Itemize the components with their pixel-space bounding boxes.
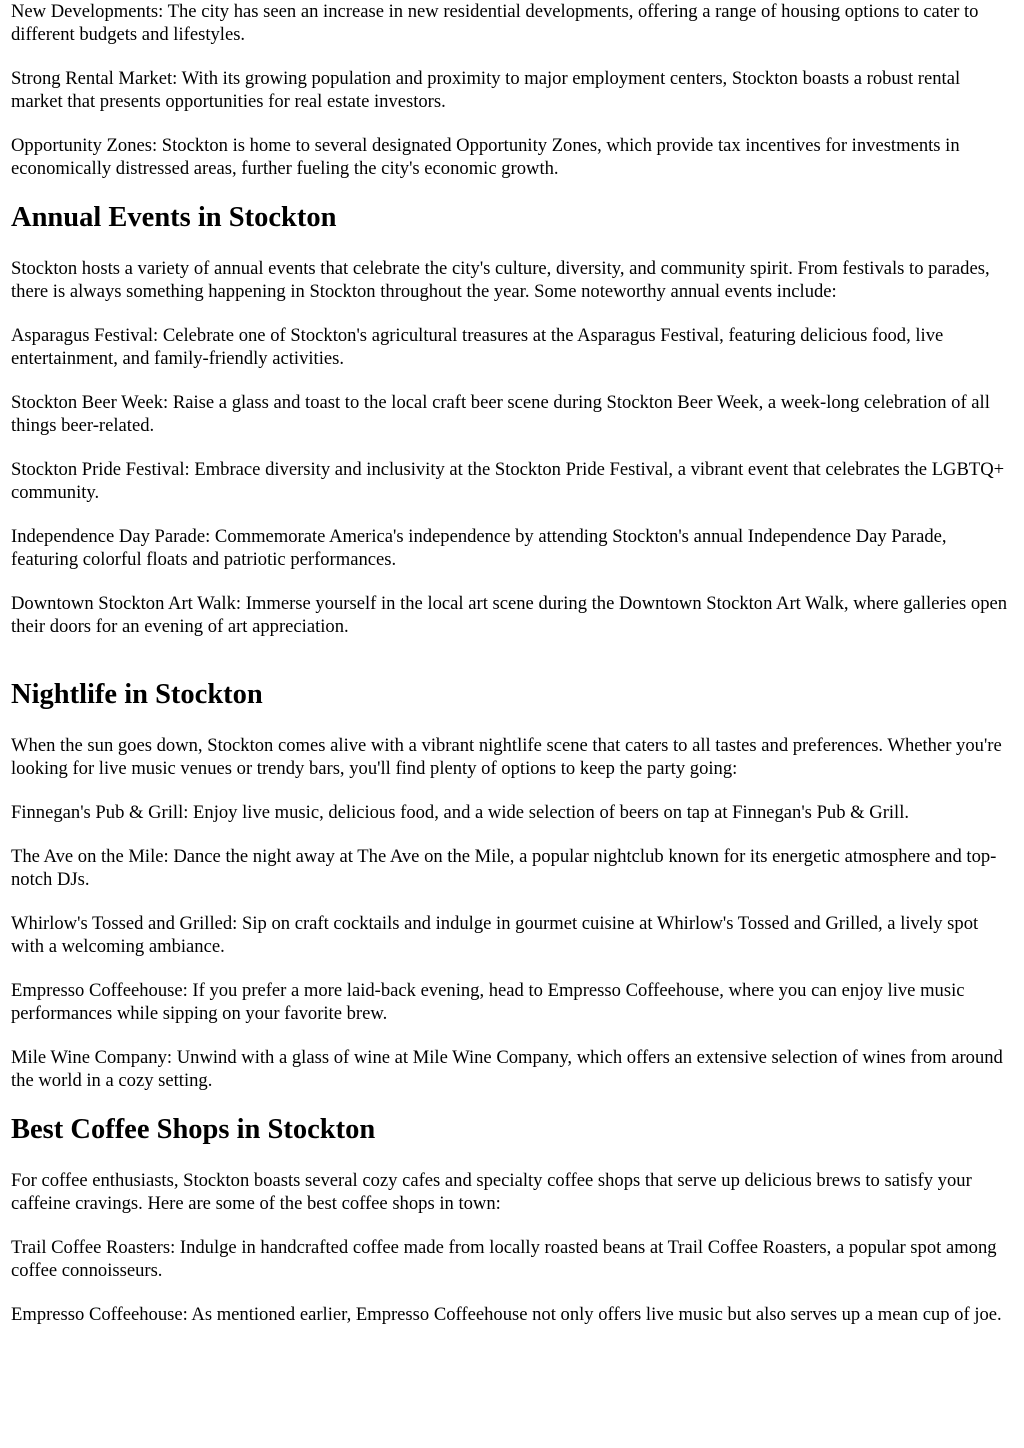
intro-section [11, 0, 1014, 180]
coffee-section [11, 1113, 1014, 1326]
paragraph-finnegans-pub: Finnegan's Pub & Grill: Enjoy live music, delicious food, and a wide selection of beers on tap at Finnegan's Pub & Grill. [11, 802, 910, 823]
paragraph-asparagus-festival: Asparagus Festival: Celebrate one of Stockton's agricultural treasures at the Asparagus Festival, featuring delicious food, live entertainment, and family-friendly activities. [11, 325, 944, 369]
events-section [11, 201, 1014, 638]
nightlife-section [11, 678, 1014, 1092]
paragraph-ave-on-the-mile: The Ave on the Mile: Dance the night away at The Ave on the Mile, a popular nightclub known for its energetic atmosphere and top-notch DJs. [11, 846, 997, 890]
paragraph-new-developments: New Developments: The city has seen an increase in new residential developments, offering a range of housing options to cater to different budgets and lifestyles. [11, 1, 979, 45]
paragraph-independence-day-parade: Independence Day Parade: Commemorate America's independence by attending Stockton's annual Independence Day Parade, featuring colorful floats and patriotic performances. [11, 526, 947, 570]
paragraph-strong-rental-market: Strong Rental Market: With its growing population and proximity to major employment centers, Stockton boasts a robust rental market that presents opportunities for real estate investors. [11, 68, 961, 112]
section-spacer [11, 659, 1014, 678]
nightlife-heading: Nightlife in Stockton [11, 679, 263, 710]
paragraph-trail-coffee-roasters: Trail Coffee Roasters: Indulge in handcrafted coffee made from locally roasted beans at Trail Coffee Roasters, a popular spot among coffee connoisseurs. [11, 1237, 997, 1281]
coffee-heading: Best Coffee Shops in Stockton [11, 1114, 376, 1145]
paragraph-opportunity-zones: Opportunity Zones: Stockton is home to several designated Opportunity Zones, which provide tax incentives for investments in economically distressed areas, further fueling the city's economic growth. [11, 135, 960, 179]
paragraph-stockton-pride-festival: Stockton Pride Festival: Embrace diversity and inclusivity at the Stockton Pride Festival, a vibrant event that celebrates the LGBTQ+ community. [11, 459, 1005, 503]
paragraph-coffee-intro: For coffee enthusiasts, Stockton boasts several cozy cafes and specialty coffee shops that serve up delicious brews to satisfy your caffeine cravings. Here are some of the best coffee shops in town: [11, 1170, 972, 1214]
paragraph-empresso-evening: Empresso Coffeehouse: If you prefer a more laid-back evening, head to Empresso Coffeehouse, where you can enjoy live music performances while sipping on your favorite brew. [11, 980, 965, 1024]
paragraph-nightlife-intro: When the sun goes down, Stockton comes alive with a vibrant nightlife scene that caters to all tastes and preferences. Whether you're looking for live music venues or trendy bars, you'll find plenty of options to keep the party going: [11, 735, 1002, 779]
paragraph-events-intro: Stockton hosts a variety of annual events that celebrate the city's culture, diversity, and community spirit. From festivals to parades, there is always something happening in Stockton throughout the year. Some noteworthy annual events include: [11, 258, 990, 302]
paragraph-empresso-coffee: Empresso Coffeehouse: As mentioned earlier, Empresso Coffeehouse not only offers live music but also serves up a mean cup of joe. [11, 1304, 1002, 1325]
events-heading: Annual Events in Stockton [11, 202, 337, 233]
paragraph-whirlows: Whirlow's Tossed and Grilled: Sip on craft cocktails and indulge in gourmet cuisine at Whirlow's Tossed and Grilled, a lively spot with a welcoming ambiance. [11, 913, 979, 957]
paragraph-stockton-beer-week: Stockton Beer Week: Raise a glass and toast to the local craft beer scene during Stockton Beer Week, a week-long celebration of all things beer-related. [11, 392, 990, 436]
paragraph-downtown-art-walk: Downtown Stockton Art Walk: Immerse yourself in the local art scene during the Downtown Stockton Art Walk, where galleries open their doors for an evening of art appreciation. [11, 593, 1008, 637]
paragraph-mile-wine-company: Mile Wine Company: Unwind with a glass of wine at Mile Wine Company, which offers an extensive selection of wines from around the world in a cozy setting. [11, 1047, 1003, 1091]
